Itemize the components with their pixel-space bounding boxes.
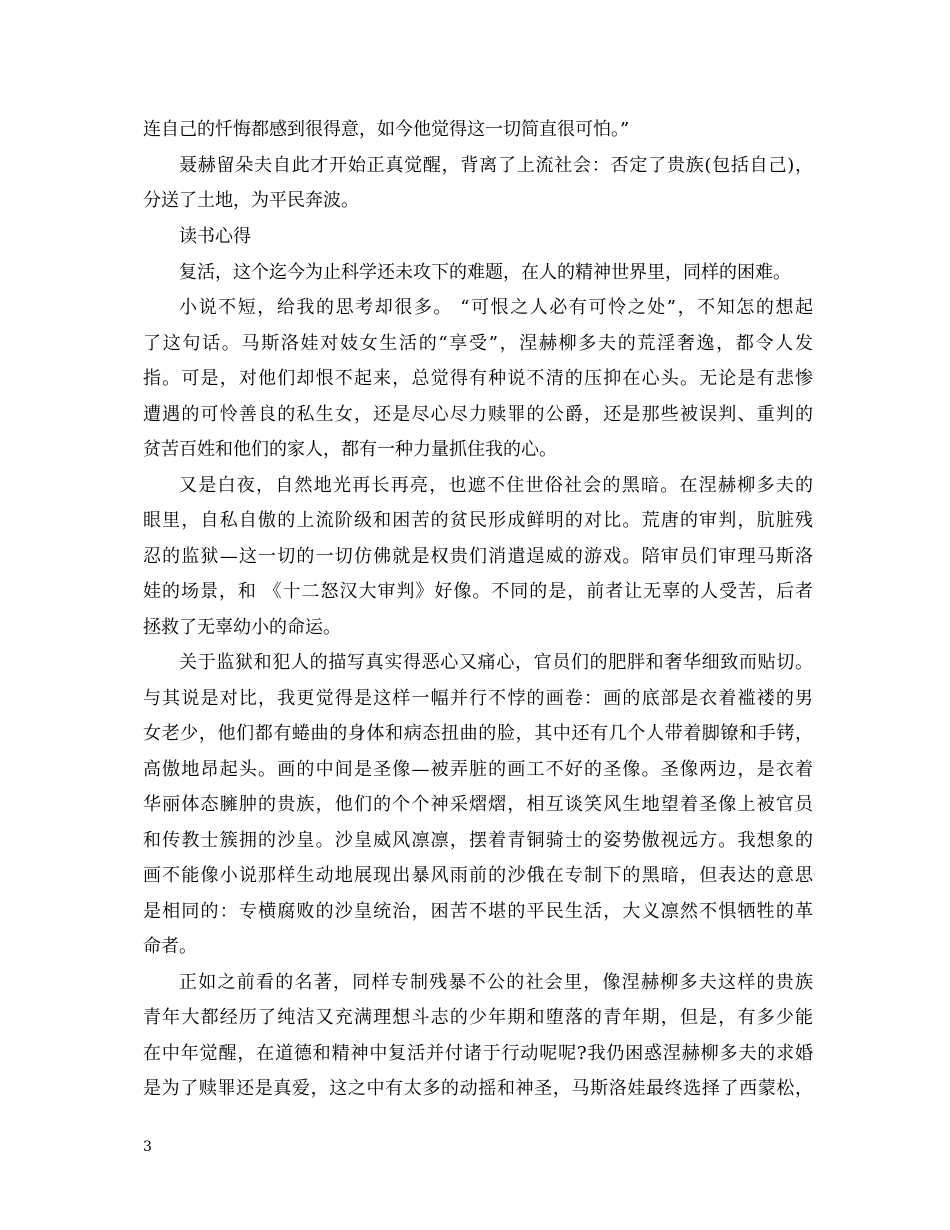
text-line: 青年大都经历了纯洁又充满理想斗志的少年期和堕落的青年期，但是，有多少能 <box>143 1007 813 1028</box>
text-line: 指。可是，对他们却恨不起来，总觉得有种说不清的压抑在心头。无论是有悲惨 <box>143 368 813 389</box>
text-line: 忍的监狱—这一切的一切仿佛就是权贵们消遣逞威的游戏。陪审员们审理马斯洛 <box>143 546 813 567</box>
text-line: 复活，这个迄今为止科学还未攻下的难题，在人的精神世界里，同样的困难。 <box>179 262 791 283</box>
text-line: 眼里，自私自傲的上流阶级和困苦的贫民形成鲜明的对比。荒唐的审判，肮脏残 <box>143 510 813 531</box>
section-heading: 读书心得 <box>179 226 251 247</box>
text-line: 画不能像小说那样生动地展现出暴风雨前的沙俄在专制下的黑暗，但表达的意思 <box>143 865 813 886</box>
text-line: 和传教士簇拥的沙皇。沙皇威风凛凛，摆着青铜骑士的姿势傲视远方。我想象的 <box>143 830 813 851</box>
text-line: 又是白夜，自然地光再长再亮，也遮不住世俗社会的黑暗。在涅赫柳多夫的 <box>179 475 813 496</box>
text-line: 与其说是对比，我更觉得是这样一幅并行不悖的画卷：画的底部是衣着褴褛的男 <box>143 688 813 709</box>
text-line: 贫苦百姓和他们的家人，都有一种力量抓住我的心。 <box>143 439 557 460</box>
text-line: 分送了土地，为平民奔波。 <box>143 190 359 211</box>
text-line: 遭遇的可怜善良的私生女，还是尽心尽力赎罪的公爵，还是那些被误判、重判的 <box>143 404 813 425</box>
text-line: 了这句话。马斯洛娃对妓女生活的“享受”，涅赫柳多夫的荒淫奢逸，都令人发 <box>143 333 813 354</box>
text-line: 在中年觉醒，在道德和精神中复活并付诸于行动呢呢?我仍困惑涅赫柳多夫的求婚 <box>143 1043 813 1064</box>
text-line: 正如之前看的名著，同样专制残暴不公的社会里，像涅赫柳多夫这样的贵族 <box>179 972 813 993</box>
text-line: 命者。 <box>143 936 197 957</box>
text-line: 是相同的：专横腐败的沙皇统治，困苦不堪的平民生活，大义凛然不惧牺牲的革 <box>143 901 813 922</box>
text-line: 聂赫留朵夫自此才开始正真觉醒，背离了上流社会：否定了贵族(包括自己)， <box>179 155 813 176</box>
text-line: 小说不短，给我的思考却很多。 “可恨之人必有可怜之处”，不知怎的想起 <box>179 297 813 318</box>
page-number: 3 <box>143 1139 152 1155</box>
text-line: 高傲地昂起头。画的中间是圣像—被弄脏的画工不好的圣像。圣像两边，是衣着 <box>143 759 813 780</box>
text-line: 是为了赎罪还是真爱，这之中有太多的动摇和神圣，马斯洛娃最终选择了西蒙松， <box>143 1078 813 1099</box>
text-line: 娃的场景，和 《十二怒汉大审判》好像。不同的是，前者让无辜的人受苦，后者 <box>143 581 813 602</box>
text-line: 拯救了无辜幼小的命运。 <box>143 617 341 638</box>
text-line: 华丽体态臃肿的贵族，他们的个个神采熠熠，相互谈笑风生地望着圣像上被官员 <box>143 794 813 815</box>
text-line: 连自己的忏悔都感到很得意，如今他觉得这一切简直很可怕。” <box>143 119 630 140</box>
text-line: 关于监狱和犯人的描写真实得恶心又痛心，官员们的肥胖和奢华细致而贴切。 <box>179 652 813 673</box>
text-line: 女老少，他们都有蜷曲的身体和病态扭曲的脸，其中还有几个人带着脚镣和手铐， <box>143 723 813 744</box>
